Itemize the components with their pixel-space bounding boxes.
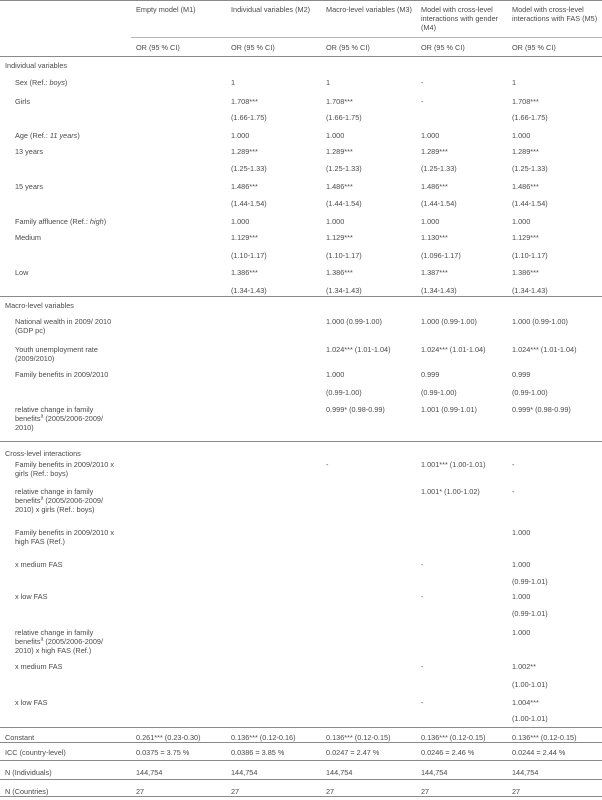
cell-m4: 1.130*** [421, 233, 448, 242]
cell-m5: 0.136*** (0.12-0.15) [512, 733, 577, 742]
cell-m4: 27 [421, 787, 430, 796]
cell-m2: 0.136*** (0.12-0.16) [231, 733, 296, 742]
row-divider [0, 727, 602, 728]
column-header-m1: Empty model (M1) [136, 5, 196, 14]
section-label: N (Countries) [5, 787, 49, 796]
cell-m2: (1.25-1.33) [231, 164, 267, 173]
cell-m3: (1.34-1.43) [326, 286, 362, 295]
cell-m4: 1.000 [421, 131, 440, 140]
section-label: N (Individuals) [5, 768, 52, 777]
cell-m3: 0.999* (0.98-0.99) [326, 405, 385, 414]
cell-m4: 1.001*** (1.00-1.01) [421, 460, 486, 469]
cell-m2: 1.289*** [231, 147, 258, 156]
cell-m3: 1.386*** [326, 268, 353, 277]
row-divider [0, 760, 602, 761]
section-divider [0, 441, 602, 442]
cell-m5: 1.000 [512, 560, 531, 569]
cell-m3: 1.708*** [326, 97, 353, 106]
cell-m5: - [512, 487, 515, 496]
cell-m3: 0.136*** (0.12-0.15) [326, 733, 391, 742]
cell-m3: (1.10-1.17) [326, 251, 362, 260]
cell-m4: 1.000 (0.99-1.00) [421, 317, 477, 326]
cell-m4: - [421, 698, 424, 707]
cell-m3: 1.000 [326, 217, 345, 226]
row-label: 13 years [15, 147, 43, 156]
row-label: Family benefits in 2009/2010 [15, 370, 109, 379]
cell-m3: 1.289*** [326, 147, 353, 156]
subheader-m4: OR (95 % CI) [421, 43, 465, 52]
column-header-m5: Model with cross-level interactions with FAS (M5) [512, 5, 598, 24]
cell-m5: 0.999* (0.98-0.99) [512, 405, 571, 414]
row-divider [0, 779, 602, 780]
cell-m2: 0.0386 = 3.85 % [231, 748, 285, 757]
cell-m3: 1.000 [326, 131, 345, 140]
cell-m5: 1.000 [512, 628, 531, 637]
row-label: Age (Ref.: 11 years) [15, 131, 80, 140]
cell-m3: 1 [326, 78, 331, 87]
cell-m5: 1.004*** [512, 698, 539, 707]
subheader-m3: OR (95 % CI) [326, 43, 370, 52]
row-label: x medium FAS [15, 662, 63, 671]
cell-m5: 1.289*** [512, 147, 539, 156]
header-underline [131, 37, 602, 38]
section-divider [0, 296, 602, 297]
cell-m3: (0.99-1.00) [326, 388, 362, 397]
cell-m2: 1.129*** [231, 233, 258, 242]
row-label: x low FAS [15, 698, 48, 707]
cell-m2: (1.34-1.43) [231, 286, 267, 295]
row-label: Medium [15, 233, 41, 242]
cell-m4: (1.44-1.54) [421, 199, 457, 208]
cell-m2: (1.66-1.75) [231, 113, 267, 122]
cell-m5: (0.99-1.01) [512, 609, 548, 618]
subheader-m1: OR (95 % CI) [136, 43, 180, 52]
section-label: Cross-level interactions [5, 449, 81, 458]
cell-m5: 0.999 [512, 370, 531, 379]
cell-m4: - [421, 560, 424, 569]
subheader-m2: OR (95 % CI) [231, 43, 275, 52]
cell-m5: (1.00-1.01) [512, 680, 548, 689]
cell-m3: 27 [326, 787, 335, 796]
section-label: Individual variables [5, 61, 68, 70]
cell-m5: (1.10-1.17) [512, 251, 548, 260]
cell-m5: (1.25-1.33) [512, 164, 548, 173]
cell-m5: 1.129*** [512, 233, 539, 242]
cell-m5: (1.34-1.43) [512, 286, 548, 295]
cell-m5: - [512, 460, 515, 469]
cell-m1: 0.0375 = 3.75 % [136, 748, 190, 757]
cell-m5: 1.024*** (1.01-1.04) [512, 345, 577, 354]
cell-m3: 1.000 (0.99-1.00) [326, 317, 382, 326]
cell-m2: 27 [231, 787, 240, 796]
row-label: Sex (Ref.: boys) [15, 78, 68, 87]
cell-m1: 144,754 [136, 768, 163, 777]
cell-m5: 1.486*** [512, 182, 539, 191]
cell-m5: 1 [512, 78, 517, 87]
cell-m1: 27 [136, 787, 145, 796]
cell-m5: 1.002** [512, 662, 536, 671]
cell-m1: 0.261*** (0.23-0.30) [136, 733, 201, 742]
row-label: Youth unemployment rate (2009/2010) [15, 345, 98, 364]
cell-m5: 1.000 [512, 217, 531, 226]
row-label: Family benefits in 2009/2010 x high FAS (Ref.) [15, 528, 114, 547]
cell-m4: 1.387*** [421, 268, 448, 277]
cell-m5: 1.000 [512, 592, 531, 601]
cell-m3: 1.486*** [326, 182, 353, 191]
cell-m5: 27 [512, 787, 521, 796]
cell-m4: 0.136*** (0.12-0.15) [421, 733, 486, 742]
cell-m4: 144,754 [421, 768, 448, 777]
cell-m4: (1.25-1.33) [421, 164, 457, 173]
cell-m4: - [421, 662, 424, 671]
cell-m5: 1.000 [512, 131, 531, 140]
cell-m4: (1.34-1.43) [421, 286, 457, 295]
cell-m4: 0.999 [421, 370, 440, 379]
cell-m5: (0.99-1.00) [512, 388, 548, 397]
row-label: Family affluence (Ref.: high) [15, 217, 107, 226]
cell-m5: (1.66-1.75) [512, 113, 548, 122]
section-label: Macro-level variables [5, 301, 74, 310]
cell-m2: 1.000 [231, 217, 250, 226]
header-bottom-rule [0, 56, 602, 57]
row-label: Low [15, 268, 29, 277]
cell-m2: 1.486*** [231, 182, 258, 191]
cell-m3: 1.000 [326, 370, 345, 379]
cell-m2: 1 [231, 78, 236, 87]
table-top-rule [0, 0, 602, 1]
subheader-m5: OR (95 % CI) [512, 43, 556, 52]
cell-m5: 1.708*** [512, 97, 539, 106]
cell-m5: 144,754 [512, 768, 539, 777]
cell-m2: 1.000 [231, 131, 250, 140]
cell-m3: (1.44-1.54) [326, 199, 362, 208]
row-divider [0, 742, 602, 743]
row-label: relative change in family benefits$^a$ (2005/2006-2009/ 2010) [15, 405, 103, 433]
column-header-m3: Macro-level variables (M3) [326, 5, 412, 14]
cell-m3: 1.129*** [326, 233, 353, 242]
column-header-m4: Model with cross-level interactions with gender (M4) [421, 5, 499, 33]
cell-m4: 1.001 (0.99-1.01) [421, 405, 477, 414]
row-label: 15 years [15, 182, 43, 191]
cell-m4: - [421, 97, 424, 106]
cell-m4: 1.001* (1.00-1.02) [421, 487, 480, 496]
cell-m4: (0.99-1.00) [421, 388, 457, 397]
cell-m4: 1.024*** (1.01-1.04) [421, 345, 486, 354]
cell-m3: 144,754 [326, 768, 353, 777]
cell-m5: (1.00-1.01) [512, 714, 548, 723]
cell-m4: (1.096-1.17) [421, 251, 461, 260]
cell-m2: 1.708*** [231, 97, 258, 106]
cell-m3: (1.66-1.75) [326, 113, 362, 122]
row-label: National wealth in 2009/ 2010 (GDP pc) [15, 317, 112, 336]
cell-m4: 1.289*** [421, 147, 448, 156]
row-label: relative change in family benefits$^a$ (2005/2006-2009/ 2010) x high FAS (Ref.) [15, 628, 103, 656]
cell-m2: 1.386*** [231, 268, 258, 277]
cell-m5: 1.000 (0.99-1.00) [512, 317, 568, 326]
row-label: Girls [15, 97, 30, 106]
cell-m3: 1.024*** (1.01-1.04) [326, 345, 391, 354]
cell-m2: (1.10-1.17) [231, 251, 267, 260]
cell-m2: 144,754 [231, 768, 258, 777]
section-label: ICC (country-level) [5, 748, 66, 757]
cell-m4: - [421, 592, 424, 601]
cell-m2: (1.44-1.54) [231, 199, 267, 208]
cell-m5: (0.99-1.01) [512, 577, 548, 586]
cell-m4: 0.0246 = 2.46 % [421, 748, 475, 757]
row-label: relative change in family benefits$^a$ (2005/2006-2009/ 2010) x girls (Ref.: boys) [15, 487, 103, 515]
cell-m4: - [421, 78, 424, 87]
cell-m3: 0.0247 = 2.47 % [326, 748, 380, 757]
section-label: Constant [5, 733, 35, 742]
cell-m4: 1.000 [421, 217, 440, 226]
cell-m5: (1.44-1.54) [512, 199, 548, 208]
table-bottom-rule [0, 796, 602, 797]
row-label: x low FAS [15, 592, 48, 601]
cell-m3: - [326, 460, 329, 469]
cell-m4: 1.486*** [421, 182, 448, 191]
cell-m5: 1.386*** [512, 268, 539, 277]
row-label: x medium FAS [15, 560, 63, 569]
column-header-m2: Individual variables (M2) [231, 5, 311, 14]
cell-m3: (1.25-1.33) [326, 164, 362, 173]
row-label: Family benefits in 2009/2010 x girls (Ref.: boys) [15, 460, 114, 479]
cell-m5: 0.0244 = 2.44 % [512, 748, 566, 757]
cell-m5: 1.000 [512, 528, 531, 537]
